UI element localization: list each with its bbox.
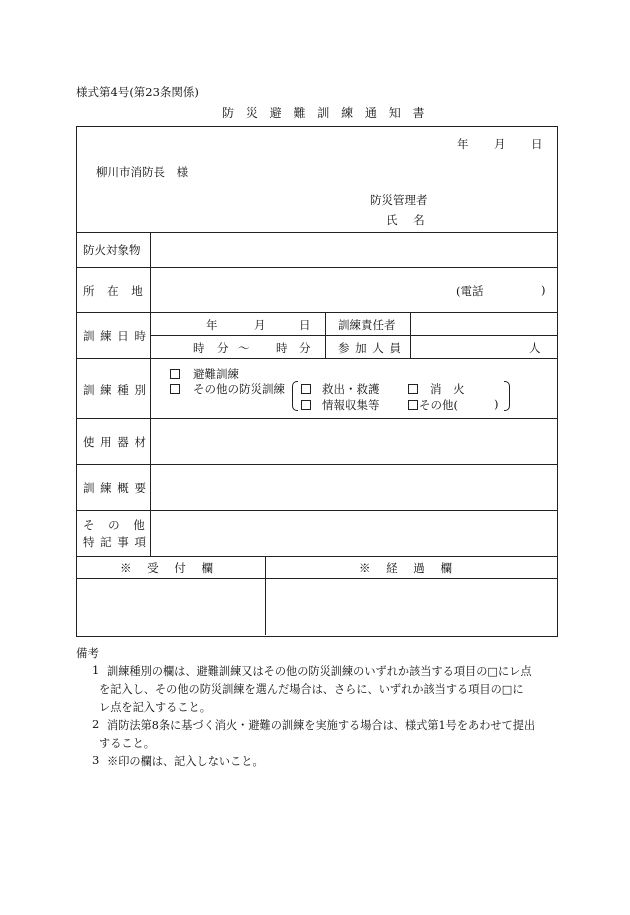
training-month-label: 月: [254, 318, 266, 332]
notes-label-line2: 特 記 事 項: [83, 535, 146, 549]
start-minute-label: 分: [217, 341, 229, 355]
time-range-separator: 〜: [238, 341, 250, 355]
page-title: 防 災 避 難 訓 練 通 知 書: [222, 106, 429, 120]
phone-field[interactable]: [490, 279, 540, 299]
other-training-checkbox[interactable]: [170, 384, 180, 394]
remark-text: を記入し、その他の防災訓練を選んだ場合は、さらに、いずれか該当する項目の□に: [99, 683, 524, 696]
training-year-label: 年: [206, 318, 218, 332]
right-bracket: [504, 381, 510, 411]
supervisor-field[interactable]: [412, 314, 555, 334]
reception-field: [77, 580, 264, 634]
participants-label: 参 加 人 員: [338, 341, 401, 355]
location-field[interactable]: [152, 269, 452, 311]
evacuation-checkbox[interactable]: [170, 369, 180, 379]
remark-number: 2: [92, 717, 100, 731]
manager-label: 防災管理者: [370, 193, 428, 207]
remark-text: 消防法第8条に基づく消火・避難の訓練を実施する場合は、様式第1号をあわせて提出: [107, 719, 536, 732]
equipment-label: 使 用 器 材: [83, 435, 146, 449]
equipment-field[interactable]: [152, 420, 555, 463]
summary-label: 訓 練 概 要: [83, 481, 146, 495]
location-label: 所 在 地: [83, 284, 143, 298]
training-datetime-label: 訓 練 日 時: [83, 329, 146, 343]
other-option-field[interactable]: [464, 396, 492, 412]
other-option-label: その他(: [419, 398, 458, 412]
remark-text: レ点を記入すること。: [99, 701, 211, 714]
participants-unit: 人: [529, 341, 541, 355]
form-number: 様式第4号(第23条関係): [76, 85, 199, 99]
training-type-label: 訓 練 種 別: [83, 383, 146, 397]
target-object-label: 防火対象物: [83, 243, 141, 257]
remark-number: 1: [92, 663, 100, 677]
fire-extinguish-checkbox[interactable]: [408, 384, 418, 394]
left-bracket: [292, 381, 298, 411]
rescue-label: 救出・救護: [322, 382, 380, 396]
notes-label-line1: そ の 他: [83, 518, 145, 532]
date-month-label: 月: [494, 137, 506, 151]
other-training-label: その他の防災訓練: [193, 382, 285, 396]
remarks-heading: 備考: [76, 646, 99, 660]
remark-text: 訓練種別の欄は、避難訓練又はその他の防災訓練のいずれか該当する項目の□にレ点: [107, 665, 532, 678]
date-day-label: 日: [531, 137, 543, 151]
date-year-label: 年: [457, 137, 469, 151]
participants-field[interactable]: [412, 337, 527, 357]
fire-extinguish-label: 消 火: [430, 382, 465, 396]
start-hour-label: 時: [193, 341, 205, 355]
phone-close: ): [541, 283, 546, 297]
end-hour-label: 時: [276, 341, 288, 355]
progress-field: [267, 580, 555, 634]
end-minute-label: 分: [299, 341, 311, 355]
supervisor-label: 訓練責任者: [338, 318, 396, 332]
evacuation-label: 避難訓練: [193, 367, 239, 381]
remark-text: ※印の欄は、記入しないこと。: [107, 755, 264, 768]
summary-field[interactable]: [152, 466, 555, 509]
addressee: 柳川市消防長 様: [96, 165, 189, 179]
other-option-checkbox[interactable]: [408, 400, 418, 410]
info-gathering-checkbox[interactable]: [301, 400, 311, 410]
target-object-field[interactable]: [152, 234, 555, 266]
progress-header: ※ 経 過 欄: [359, 561, 452, 575]
manager-name-label: 氏 名: [386, 213, 425, 227]
rescue-checkbox[interactable]: [301, 384, 311, 394]
notes-field[interactable]: [152, 512, 555, 555]
remark-text: すること。: [99, 737, 155, 750]
phone-label: (電話: [456, 284, 484, 298]
info-gathering-label: 情報収集等: [322, 398, 380, 412]
reception-header: ※ 受 付 欄: [120, 561, 213, 575]
other-option-close: ): [494, 397, 499, 411]
remark-number: 3: [92, 753, 100, 767]
training-day-label: 日: [299, 318, 311, 332]
